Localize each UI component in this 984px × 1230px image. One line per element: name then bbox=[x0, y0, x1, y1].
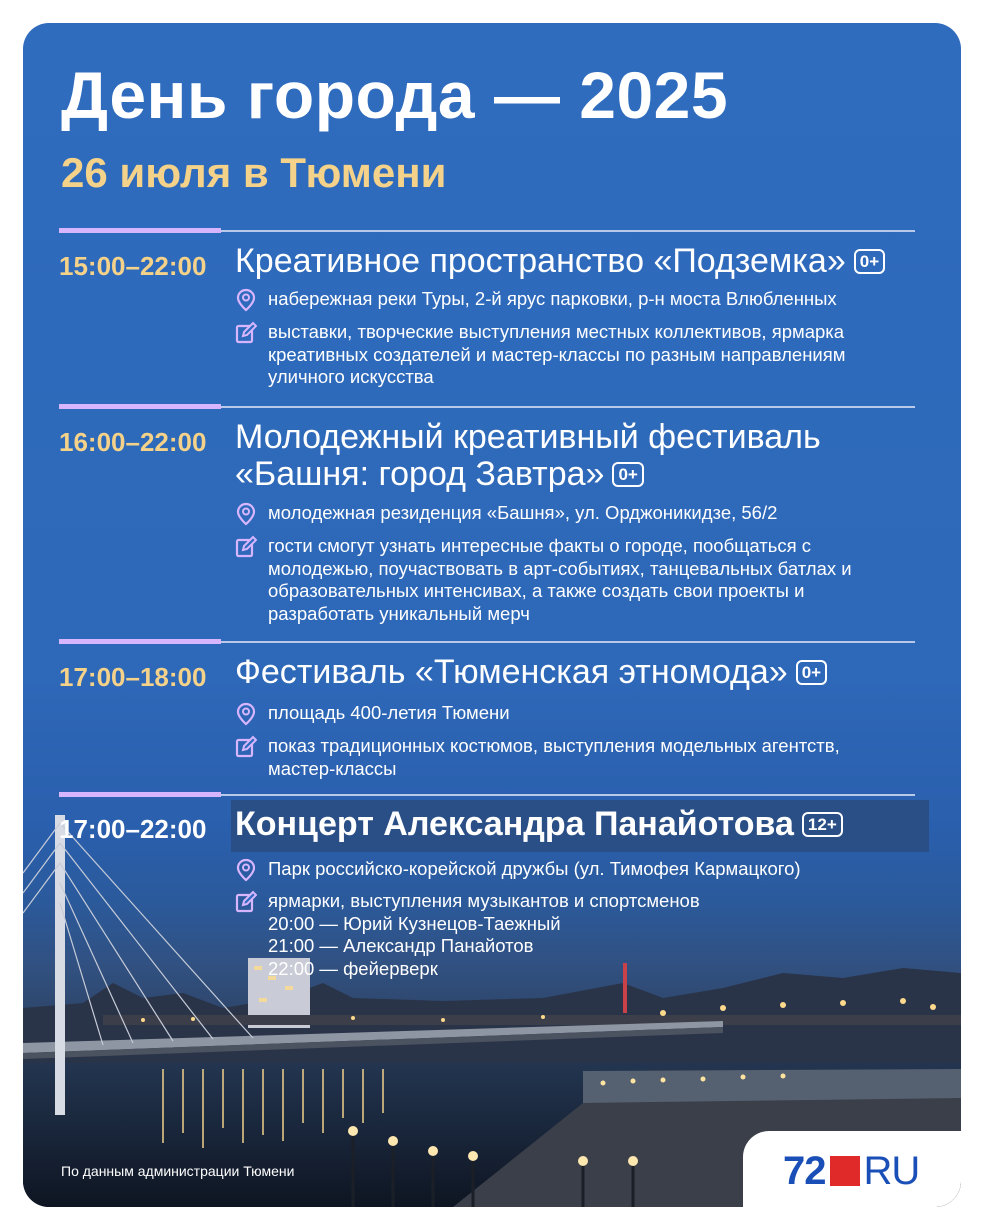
event-time: 17:00–18:00 bbox=[59, 662, 207, 692]
source-note: По данным администрации Тюмени bbox=[61, 1163, 295, 1179]
event-time: 17:00–22:00 bbox=[59, 814, 207, 844]
edit-note-icon bbox=[235, 890, 257, 914]
event-description: ярмарки, выступления музыкантов и спортсменов 20:00 — Юрий Кузнецов-Таежный 21:00 — Александр Панайотов 22:00 — фейерверк bbox=[268, 890, 908, 980]
logo-square-icon bbox=[830, 1156, 860, 1186]
event-location: молодежная резиденция «Башня», ул. Орджоникидзе, 56/2 bbox=[268, 502, 778, 523]
event-time: 16:00–22:00 bbox=[59, 427, 207, 457]
age-rating-badge: 0+ bbox=[854, 249, 885, 274]
map-pin-icon bbox=[235, 702, 257, 726]
event-description: показ традиционных костюмов, выступления модельных агентств, мастер-классы bbox=[268, 735, 840, 779]
edit-note-icon bbox=[235, 735, 257, 759]
page-title: День города — 2025 bbox=[61, 58, 729, 132]
edit-note-icon bbox=[235, 535, 257, 559]
event-time: 15:00–22:00 bbox=[59, 251, 207, 281]
map-pin-icon bbox=[235, 288, 257, 312]
schedule-item: 21:00 — Александр Панайотов bbox=[268, 935, 534, 956]
logo-box bbox=[743, 1131, 961, 1207]
section-divider bbox=[59, 406, 915, 408]
section-divider bbox=[59, 641, 915, 643]
section-divider bbox=[59, 230, 915, 232]
age-rating-badge: 12+ bbox=[802, 812, 843, 837]
event-title: Молодежный креативный фестиваль «Башня: город Завтра» 0+ bbox=[235, 418, 821, 493]
site-logo[interactable]: 72 RU bbox=[783, 1149, 920, 1193]
page-subtitle: 26 июля в Тюмени bbox=[61, 149, 447, 196]
edit-note-icon bbox=[235, 321, 257, 345]
event-description: выставки, творческие выступления местных коллективов, ярмарка креативных создателей и мастер-классы по разным направлениям уличного искусства bbox=[268, 321, 846, 387]
section-divider bbox=[59, 794, 915, 796]
event-title: Фестиваль «Тюменская этномода» 0+ bbox=[235, 654, 915, 691]
age-rating-badge: 0+ bbox=[796, 660, 827, 685]
event-title: Креативное пространство «Подземка» 0+ bbox=[235, 243, 915, 280]
event-description: гости смогут узнать интересные факты о городе, пообщаться с молодежью, поучаствовать в арт-событиях, танцевальных батлах и образовательных интенсивах, а также создать свои проекты и разработать уникальный мерч bbox=[268, 535, 852, 624]
map-pin-icon bbox=[235, 502, 257, 526]
event-title: Концерт Александра Панайотова 12+ bbox=[235, 806, 915, 843]
event-location: набережная реки Туры, 2-й ярус парковки, р-н моста Влюбленных bbox=[268, 288, 837, 309]
map-pin-icon bbox=[235, 858, 257, 882]
schedule-item: 22:00 — фейерверк bbox=[268, 957, 438, 979]
schedule-item: 20:00 — Юрий Кузнецов-Таежный bbox=[268, 912, 561, 934]
poster-card bbox=[23, 23, 961, 1207]
event-location: площадь 400-летия Тюмени bbox=[268, 702, 510, 723]
age-rating-badge: 0+ bbox=[612, 462, 643, 487]
event-location: Парк российско-корейской дружбы (ул. Тимофея Кармацкого) bbox=[268, 858, 801, 879]
